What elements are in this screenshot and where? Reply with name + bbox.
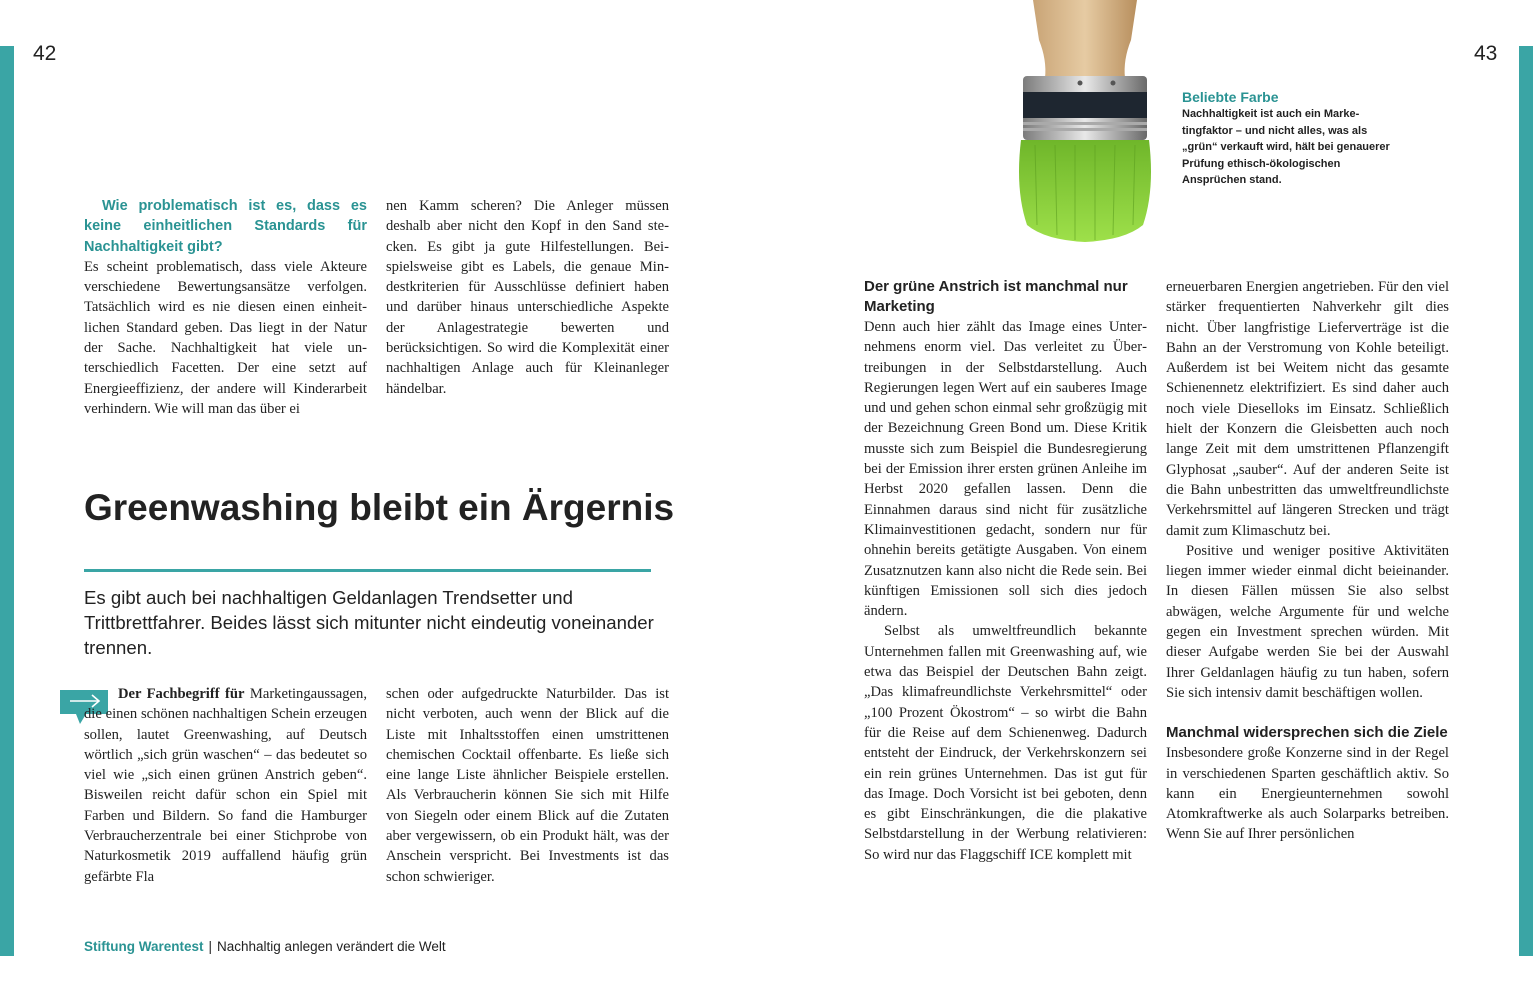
footer-brand: Stiftung Warentest (84, 939, 204, 954)
body-lead-in: Der Fachbegriff für (118, 686, 245, 702)
right-col2-paragraph-3: Insbesondere große Konzerne sind in der Regel in verschiedenen Sparten geschäftlich aktiv. So kann ein Energieunternehmen sowohl Atomkraftwerke als auch Solarparks betreiben. Wenn Sie auf Ihrer persönlichen (1166, 745, 1449, 843)
qa-answer-part-2: nen Kamm scheren? Die Anleger müssen deshalb aber nicht den Kopf in den Sand stecken. Es gibt ja gute Hilfestellungen. Beispielsweise gibt es Labels, die genaue Mindestkriterien für Ausschlüsse definiert haben und darüber hinaus unterschiedliche Aspekte der Anlagestrategie bewerten und berücksichtigen. So wird die Komplexität einer nachhaltigen Anlage auch für Kleinanleger händelbar. (386, 198, 669, 397)
green-paintbrush-image (1005, 0, 1165, 245)
right-col2-paragraph-1: erneuerbaren Energien angetrieben. Für den viel stärker frequentierten Nahverkehr gilt dies nicht. Über langfristige Lieferverträge ist die Bahn an der Verstromung von Kohle beteiligt. Außerdem ist bei Weitem nicht das gesamte Schienennetz elektrifiziert. Es sind daher auch noch viele Dieselloks im Einsatz. Schließlich hielt der Konzern die Gleisbetten auch noch lange Zeit mit dem umstrittenen Pflanzengift Glyphosat „sauber“. Auf der anderen Seite ist die Bahn unbestritten das umweltfreundlichste Verkehrsmittel auf längeren Strecken und trägt damit zum Klimaschutz bei. (1166, 279, 1449, 539)
right-column-1 (864, 277, 1147, 865)
subhead-conflicting-goals: Manchmal widersprechen sich die Ziele (1166, 724, 1448, 742)
right-page-edge-bar (1519, 46, 1533, 956)
body-text-1: Marketingaussagen, die einen schönen nachhaltigen Schein erzeugen sollen, lautet Greenwashing, auf Deutsch wörtlich „sich grün waschen“ – das bedeutet so viel wie „sich einen grünen Anstrich geben“. Bisweilen reicht dafür schon ein Spiel mit Farben und Bildern. So fand die Hamburger Verbraucherzentrale bei einer Stichprobe von Naturkosmetik 2019 auffallend häufig grün gefärbte Fla (84, 686, 367, 885)
right-col2-paragraph-2: Positive und weniger positive Aktivitäten liegen immer wieder einmal dicht beieinander. In diesen Fällen müssen Sie also selbst abwägen, welche Argumente für und welche gegen ein Investment sprechen würden. Mit dieser Aufgabe werden Sie bei der Auswahl Ihrer Geldanlagen häufig zu tun haben, sofern Sie sich intensiv damit beschäftigen wollen. (1166, 542, 1449, 701)
caption-text: Nachhaltigkeit ist auch ein Marketingfaktor – und nicht alles, was als „grün“ verkauft wird, hält bei genauerer Prüfung ethisch-ökologischen Ansprüchen stand. (1182, 108, 1390, 186)
qa-answer-part-1: Es scheint problematisch, dass viele Akteure verschiedene Bewertungsansätze verfolgen. Tatsächlich wird es nie diesen einen einheitlichen Standard geben. Das liegt in der Natur der Sache. Nachhaltigkeit hat viele unterschiedlich Facetten. Der eine setzt auf Energieeffizienz, der andere will Kinderarbeit verhindern. Wie will man das über ei (84, 258, 367, 417)
qa-column-1 (84, 196, 367, 419)
body-column-2 (386, 684, 669, 887)
footer-book-title: Nachhaltig anlegen verändert die Welt (217, 939, 446, 954)
body-paragraph-1 (84, 684, 367, 887)
body-column-1 (84, 684, 367, 887)
right-column-2 (1166, 277, 1449, 845)
question-heading: Wie problematisch ist es, dass es keine einheitlichen Standards für Nachhaltigkeit gibt? (84, 198, 367, 255)
running-footer (84, 939, 446, 954)
image-caption (1182, 88, 1392, 189)
caption-title: Beliebte Farbe (1182, 89, 1279, 105)
footer-separator: | (208, 939, 213, 954)
right-col1-paragraph-2: Selbst als umweltfreundlich bekannte Unternehmen fallen mit Greenwashing auf, wie etwa das Beispiel der Deutschen Bahn zeigt. „Das klimafreundlichste Verkehrsmittel“ oder „100 Prozent Ökostrom“ – so wirbt die Bahn für die Reise auf dem Schienenweg. Dadurch entsteht der Eindruck, der Verkehrskonzern sei ein rein grünes Unternehmen. Das ist gut für das Image. Doch Vorsicht ist bei geboten, denn es gibt Einschränkungen, die die plakative Selbstdarstellung in der Werbung relativieren: So wird nur das Flaggschiff ICE komplett mit (864, 623, 1147, 863)
subhead-green-paint: Der grüne Anstrich ist manchmal nur Marketing (864, 278, 1128, 315)
right-col1-paragraph-1: Denn auch hier zählt das Image eines Unternehmens enorm viel. Das verleitet zu Übertreibungen in der Selbstdarstellung. Auch Regierungen legen Wert auf ein sauberes Image und und gehen schon einmal sehr großzügig mit der Bezeichnung Green Bond um. Diese Kritik musste sich zum Beispiel die Bundesregierung bei der Emission ihrer ersten grünen Anleihe im Herbst 2020 gefallen lassen. Denn die Einnahmen daraus sind nicht für zusätzliche Klimainvestitionen gedacht, sondern nur für ohnehin bereits getätigte Ausgaben. Von einem Zusatznutzen kann also nicht die Rede sein. Bei künftigen Emissionen soll sich dies jedoch ändern. (864, 319, 1147, 620)
lead-paragraph: Es gibt auch bei nachhaltigen Geldanlagen Trendsetter und Trittbrettfahrer. Beides lässt sich mitunter nicht eindeutig voneinander trennen. (84, 587, 654, 658)
section-title: Greenwashing bleibt ein Ärgernis (84, 487, 675, 528)
left-page-edge-bar (0, 46, 14, 956)
body-paragraph-2: schen oder aufgedruckte Naturbilder. Das ist nicht verboten, auch wenn der Blick auf die Liste mit Inhaltsstoffen einen umstrittenen chemischen Cocktail offenbarte. Es ließe sich eine lange Liste ähnlicher Beispiele erstellen. Als Verbraucherin können Sie sich mit Hilfe von Siegeln oder einem Blick auf die Zutaten aber vergewissern, ob ein Produkt hält, was der Anschein verspricht. Bei Investments ist das schon schwieriger. (386, 686, 669, 885)
qa-column-2 (386, 196, 669, 399)
page-number-right: 43 (1474, 42, 1498, 65)
section-title-rule (84, 569, 651, 572)
page-number-left: 42 (33, 42, 57, 65)
